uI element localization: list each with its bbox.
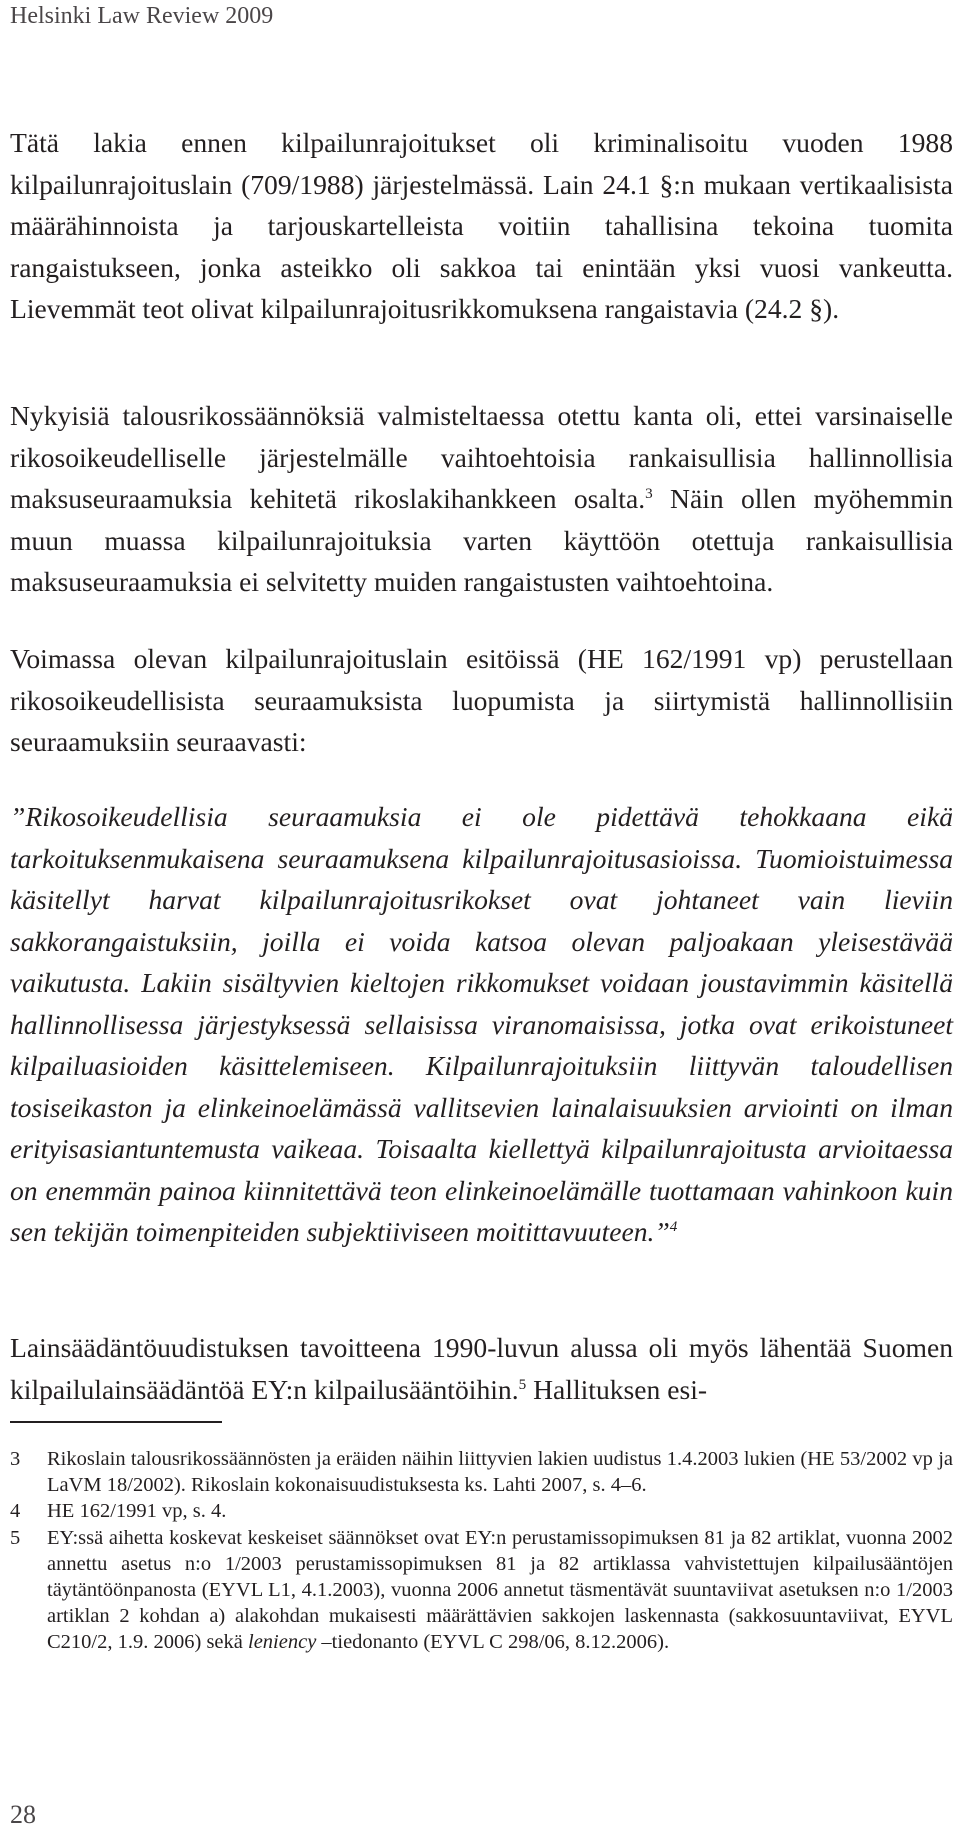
footnote-number: 5 [10, 1526, 21, 1549]
footnote-ref-5[interactable]: 5 [518, 1375, 527, 1393]
paragraph-3: Voimassa olevan kilpailunrajoituslain esitöissä (HE 162/1991 vp) perustellaan rikosoikeudellisista seuraamuksista luopumista ja siirtymistä hallinnollisiin seuraamuksiin seuraavasti: [10, 643, 953, 757]
footnote-ref-3[interactable]: 3 [645, 484, 653, 502]
paragraph-5 [10, 1327, 953, 1410]
footnote-4 [10, 1498, 953, 1524]
footnotes [10, 1446, 953, 1656]
footnote-text: Rikoslain talousrikossäännösten ja eräiden näihin liittyvien lakien uudistus 1.4.2003 lukien (HE 53/2002 vp ja LaVM 18/2002). Rikoslain kokonaisuudistuksesta ks. Lahti 2007, s. 4–6. [47, 1448, 953, 1497]
paragraph-2-text-end: Näin ollen myöhemmin muun muassa kilpailunrajoituksia varten käyttöön otettuja rankaisullisia maksuseuraamuksia ei selvitetty muiden rangaistusten vaihtoehtoina. [10, 483, 953, 597]
paragraph-5-text-start: Lainsäädäntöuudistuksen tavoitteena 1990-luvun alussa oli myös lähentää Suomen kilpailulainsäädäntöä EY:n kilpailusääntöihin. [10, 1332, 953, 1405]
footnote-text [47, 1525, 953, 1656]
footnote-italic-term: leniency [248, 1631, 317, 1654]
footnote-text-end: –tiedonanto (EYVL C 298/06, 8.12.2006). [316, 1631, 670, 1654]
footnote-3 [10, 1446, 953, 1498]
footnote-text: HE 162/1991 vp, s. 4. [47, 1500, 227, 1523]
block-quote [10, 796, 953, 1253]
running-header: Helsinki Law Review 2009 [10, 3, 274, 29]
paragraph-1: Tätä lakia ennen kilpailunrajoitukset oli kriminalisoitu vuoden 1988 kilpailunrajoituslain (709/1988) järjestelmässä. Lain 24.1 §:n mukaan vertikaalisista määrähinnoista ja tarjouskartelleista voitiin tahallisina tekoina tuomita rangaistukseen, jonka asteikko oli sakkoa tai enintään yksi vuosi vankeutta. Lievemmät teot olivat kilpailunrajoitusrikkomuksena rangaistavia (24.2 §). [10, 127, 953, 324]
footnote-number: 4 [10, 1500, 21, 1523]
footnote-text-start: EY:ssä aihetta koskevat keskeiset säännökset ovat EY:n perustamissopimuksen 81 ja 82 artiklat, vuonna 2002 annettu asetus n:o 1/2003 perustamissopimuksen 81 ja 82 artiklassa vahvistettujen kilpailusääntöjen täytäntöönpanosta (EYVL L1, 4.1.2003), vuonna 2006 annetut täsmentävät suuntaviivat asetuksen n:o 1/2003 artiklan 2 kohdan a) alakohdan mukaisesti määrättävien sakkojen laskennasta (sakkosuuntaviivat, EYVL C210/2, 1.9. 2006) sekä [47, 1526, 953, 1654]
page-number: 28 [10, 1800, 36, 1829]
paragraph-2 [10, 395, 953, 603]
paragraph-5-text-end: Hallituksen esi- [526, 1373, 708, 1405]
paragraph-2-text-start: Nykyisiä talousrikossäännöksiä valmisteltaessa otettu kanta oli, ettei varsinaiselle rikosoikeudelliselle järjestelmälle vaihtoehtoisia rankaisullisia hallinnollisia maksuseuraamuksia kehitetä rikoslakihankkeen osalta. [10, 400, 953, 514]
block-quote-text: ”Rikosoikeudellisia seuraamuksia ei ole pidettävä tehokkaana eikä tarkoituksenmukaisena seuraamuksena kilpailunrajoitusasioissa. Tuomioistuimessa käsitellyt harvat kilpailunrajoitusrikokset ovat johtaneet vain lieviin sakkorangaistuksiin, joilla ei voida katsoa olevan paljoakaan yleisestävää vaikutusta. Lakiin sisältyvien kieltojen rikkomukset voidaan joustavimmin käsitellä hallinnollisessa järjestyksessä sellaisissa viranomaisissa, jotka ovat erikoistuneet kilpailuasioiden käsittelemiseen. Kilpailunrajoituksiin liittyvän taloudellisen tosiseikaston ja elinkeinoelämässä vallitsevien lainalaisuuksien arviointi on ilman erityisasiantuntemusta vaikeaa. Toisaalta kiellettyä kilpailunrajoitusta arvioitaessa on enemmän painoa kiinnitettävä teon elinkeinoelämälle tuottamaan vahinkoon kuin sen tekijän toimenpiteiden subjektiiviseen moitittavuuteen.” [10, 801, 953, 1247]
footnote-5 [10, 1525, 953, 1656]
footnote-ref-4[interactable]: 4 [669, 1217, 678, 1235]
footnote-divider [10, 1421, 222, 1423]
footnote-number: 3 [10, 1448, 21, 1470]
